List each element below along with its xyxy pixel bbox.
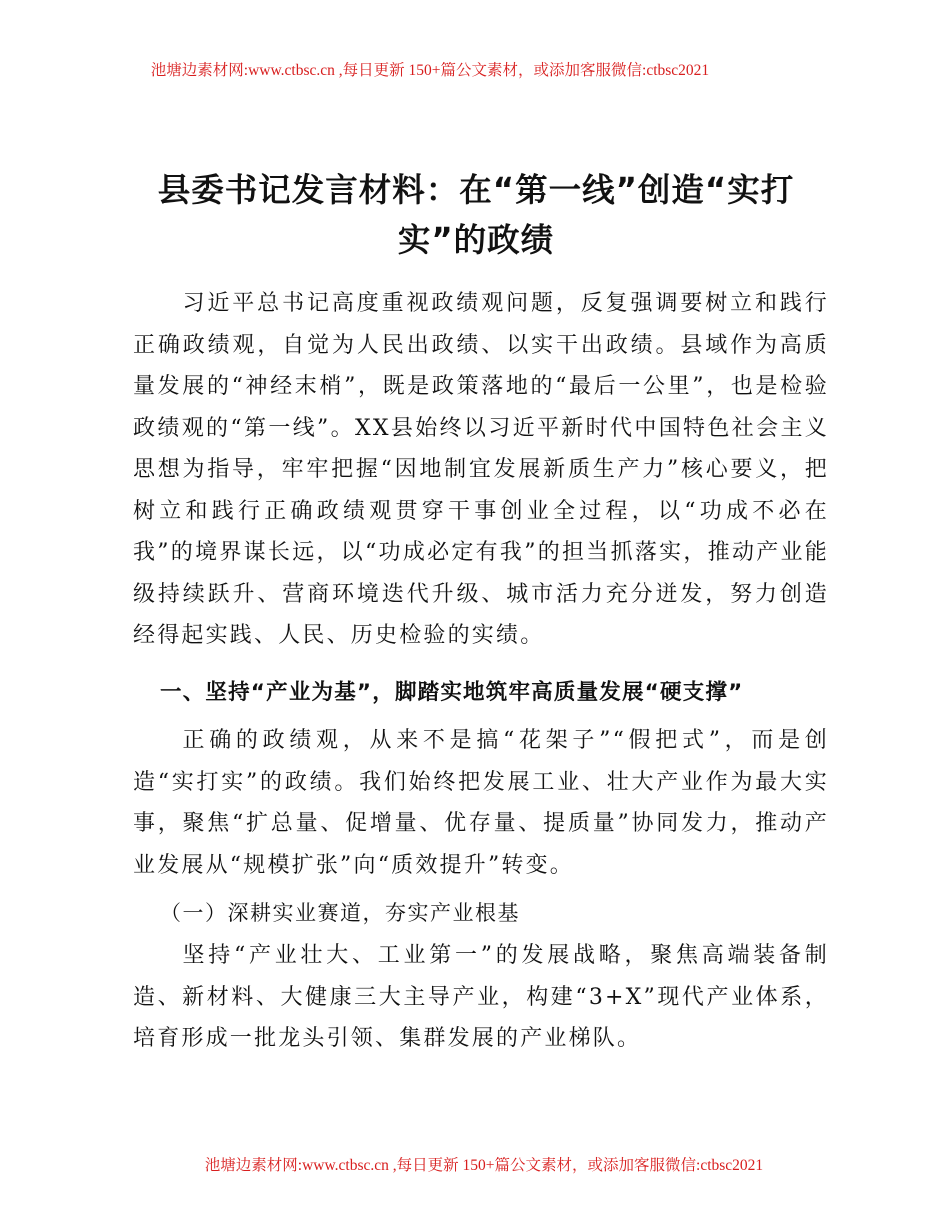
intro-text: 习近平总书记高度重视政绩观问题，反复强调要树立和践行正确政绩观，自觉为人民出政绩、以实干出政绩。县域作为高质量发展的“神经末梢”，既是政策落地的“最后一公里”，也是检验政绩观的“第一线”。XX县始终以习近平新时代中国特色社会主义思想为指导，牢牢把握“因地制宜发展新质生产力”核心要义，把树立和践行正确政绩观贯穿干事创业全过程，以“功成不必在我”的境界谋长远，以“功成必定有我”的担当抓落实，推动产业能级持续跃升、营商环境迭代升级、城市活力充分迸发，努力创造经得起实践、人民、历史检验的实绩。 [133,291,829,648]
section-1-text: 正确的政绩观，从来不是搞“花架子”“假把式”，而是创造“实打实”的政绩。我们始终把发展工业、壮大产业作为最大实事，聚焦“扩总量、促增量、优存量、提质量”协同发力，推动产业发展从“规模扩张”向“质效提升”转变。 [133,728,829,878]
section-heading-1: 一、坚持“产业为基”，脚踏实地筑牢高质量发展“硬支撑” [160,680,744,705]
subsection-1-text: 坚持“产业壮大、工业第一”的发展战略，聚焦高端装备制造、新材料、大健康三大主导产业，构建“3+X”现代产业体系，培育形成一批龙头引领、集群发展的产业梯队。 [133,943,829,1051]
header-watermark: 池塘边素材网:www.ctbsc.cn ,每日更新 150+篇公文素材，或添加客服微信:ctbsc2021 [150,62,710,79]
section-1-paragraph [133,720,829,886]
subsection-heading-1: （一）深耕实业赛道，夯实产业根基 [160,901,520,925]
page-title: 县委书记发言材料：在“第一线”创造“实打实”的政绩 [157,171,795,259]
subsection-1-paragraph [133,935,829,1060]
intro-paragraph [133,283,829,657]
footer-watermark: 池塘边素材网:www.ctbsc.cn ,每日更新 150+篇公文素材，或添加客服微信:ctbsc2021 [204,1157,764,1174]
